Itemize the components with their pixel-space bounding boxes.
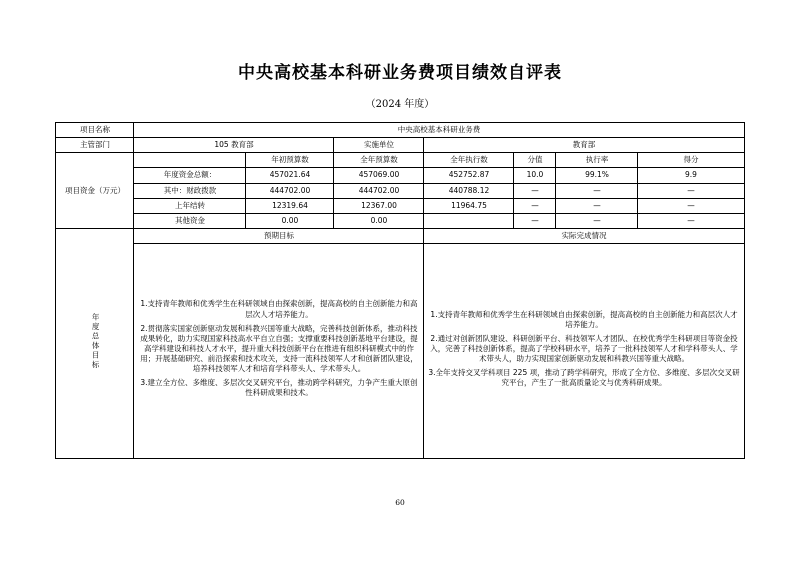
page-subtitle: （2024 年度） (365, 99, 435, 110)
fund-full-year-exec (424, 213, 514, 228)
project-name-label: 项目名称 (56, 123, 134, 138)
fund-score-weight: — (514, 183, 556, 198)
performance-self-evaluation-table (55, 122, 744, 459)
fund-score-weight: 10.0 (514, 168, 556, 183)
unit-label: 实施单位 (334, 138, 424, 153)
fund-score-weight: — (514, 198, 556, 213)
page-number: 60 (395, 498, 405, 507)
fund-annual-budget: 457021.64 (246, 168, 334, 183)
expected-goal-header: 预期目标 (134, 228, 424, 243)
col-header-annual-budget: 年初预算数 (246, 153, 334, 168)
actual-result-item: 1.支持青年教师和优秀学生在科研领域自由探索创新，提高高校的自主创新能力和高层次人才培养能力。 (430, 309, 738, 329)
project-name-value: 中央高校基本科研业务费 (134, 123, 744, 138)
fund-annual-budget: 12319.64 (246, 198, 334, 213)
table-row-fund-headers (56, 153, 744, 168)
funds-subheader-blank (134, 153, 246, 168)
fund-full-year-budget: 0.00 (334, 213, 424, 228)
col-header-full-year-budget: 全年预算数 (334, 153, 424, 168)
funds-label: 项目资金（万元） (56, 153, 134, 229)
dept-label: 主管部门 (56, 138, 134, 153)
actual-result-item: 2.通过对创新团队建设、科研创新平台、科技领军人才团队、在校优秀学生科研项目等资金投入，完善了科技创新体系，提高了学校科研水平，培养了一批科技领军人才和学科带头人、学术带头人，助力实现国家创新驱动发展和科教兴国等重大战略。 (430, 333, 738, 364)
page-title: 中央高校基本科研业务费项目绩效自评表 (238, 63, 562, 83)
fund-score: — (638, 213, 744, 228)
table-row-goal-headers (56, 228, 744, 243)
fund-full-year-exec: 11964.75 (424, 198, 514, 213)
fund-row-label: 其他资金 (134, 213, 246, 228)
expected-goal-content (134, 244, 424, 459)
fund-full-year-exec: 440788.12 (424, 183, 514, 198)
fund-score-weight: — (514, 213, 556, 228)
actual-result-content (424, 244, 744, 459)
fund-score: — (638, 198, 744, 213)
fund-full-year-budget: 457069.00 (334, 168, 424, 183)
fund-full-year-budget: 12367.00 (334, 198, 424, 213)
annual-goal-side-label-text: 年度总体目标 (91, 313, 101, 371)
fund-score: 9.9 (638, 168, 744, 183)
table-row-total-funds (56, 168, 744, 183)
fund-exec-rate: — (556, 213, 638, 228)
fund-exec-rate: — (556, 183, 638, 198)
expected-goal-item: 3.建立全方位、多维度、多层次交叉研究平台，推动跨学科研究，力争产生重大原创性科研成果和技术。 (140, 378, 418, 398)
col-header-full-year-exec: 全年执行数 (424, 153, 514, 168)
fund-row-label: 其中：财政拨款 (134, 183, 246, 198)
actual-result-header: 实际完成情况 (424, 228, 744, 243)
fund-full-year-budget: 444702.00 (334, 183, 424, 198)
fund-row-label: 年度资金总额： (134, 168, 246, 183)
fund-exec-rate: — (556, 198, 638, 213)
table-row-goal-content (56, 244, 744, 459)
table-row-fiscal-appropriation (56, 183, 744, 198)
expected-goal-item: 1.支持青年教师和优秀学生在科研领域自由探索创新，提高高校的自主创新能力和高层次人才培养能力。 (140, 299, 418, 319)
table-row-department (56, 138, 744, 153)
table-row-other-funds (56, 213, 744, 228)
actual-result-item: 3.全年支持交叉学科项目 225 项，推动了跨学科研究，形成了全方位、多维度、多层次交叉研究平台，产生了一批高质量论文与优秀科研成果。 (428, 368, 740, 388)
col-header-score-weight: 分值 (514, 153, 556, 168)
fund-score: — (638, 183, 744, 198)
annual-goal-side-label (56, 228, 134, 458)
table-row-project-name (56, 123, 744, 138)
dept-value: 105 教育部 (134, 138, 334, 153)
table-row-carryover (56, 198, 744, 213)
fund-exec-rate: 99.1% (556, 168, 638, 183)
col-header-exec-rate: 执行率 (556, 153, 638, 168)
fund-annual-budget: 0.00 (246, 213, 334, 228)
fund-row-label: 上年结转 (134, 198, 246, 213)
col-header-score: 得分 (638, 153, 744, 168)
fund-full-year-exec: 452752.87 (424, 168, 514, 183)
fund-annual-budget: 444702.00 (246, 183, 334, 198)
unit-value: 教育部 (424, 138, 744, 153)
expected-goal-item: 2.贯彻落实国家创新驱动发展和科教兴国等重大战略，完善科技创新体系，推动科技成果转化，助力实现国家科技高水平自立自强；支撑重要科技创新基地平台建设，提高学科建设和科技人才水平，提升重大科技创新平台在推进有组织科研模式中的作用；开展基础研究、前沿探索和技术攻关，支持一流科技领军人才和创新团队建设，培养科技领军人才和培育学科带头人、学术带头人。 (140, 323, 418, 374)
